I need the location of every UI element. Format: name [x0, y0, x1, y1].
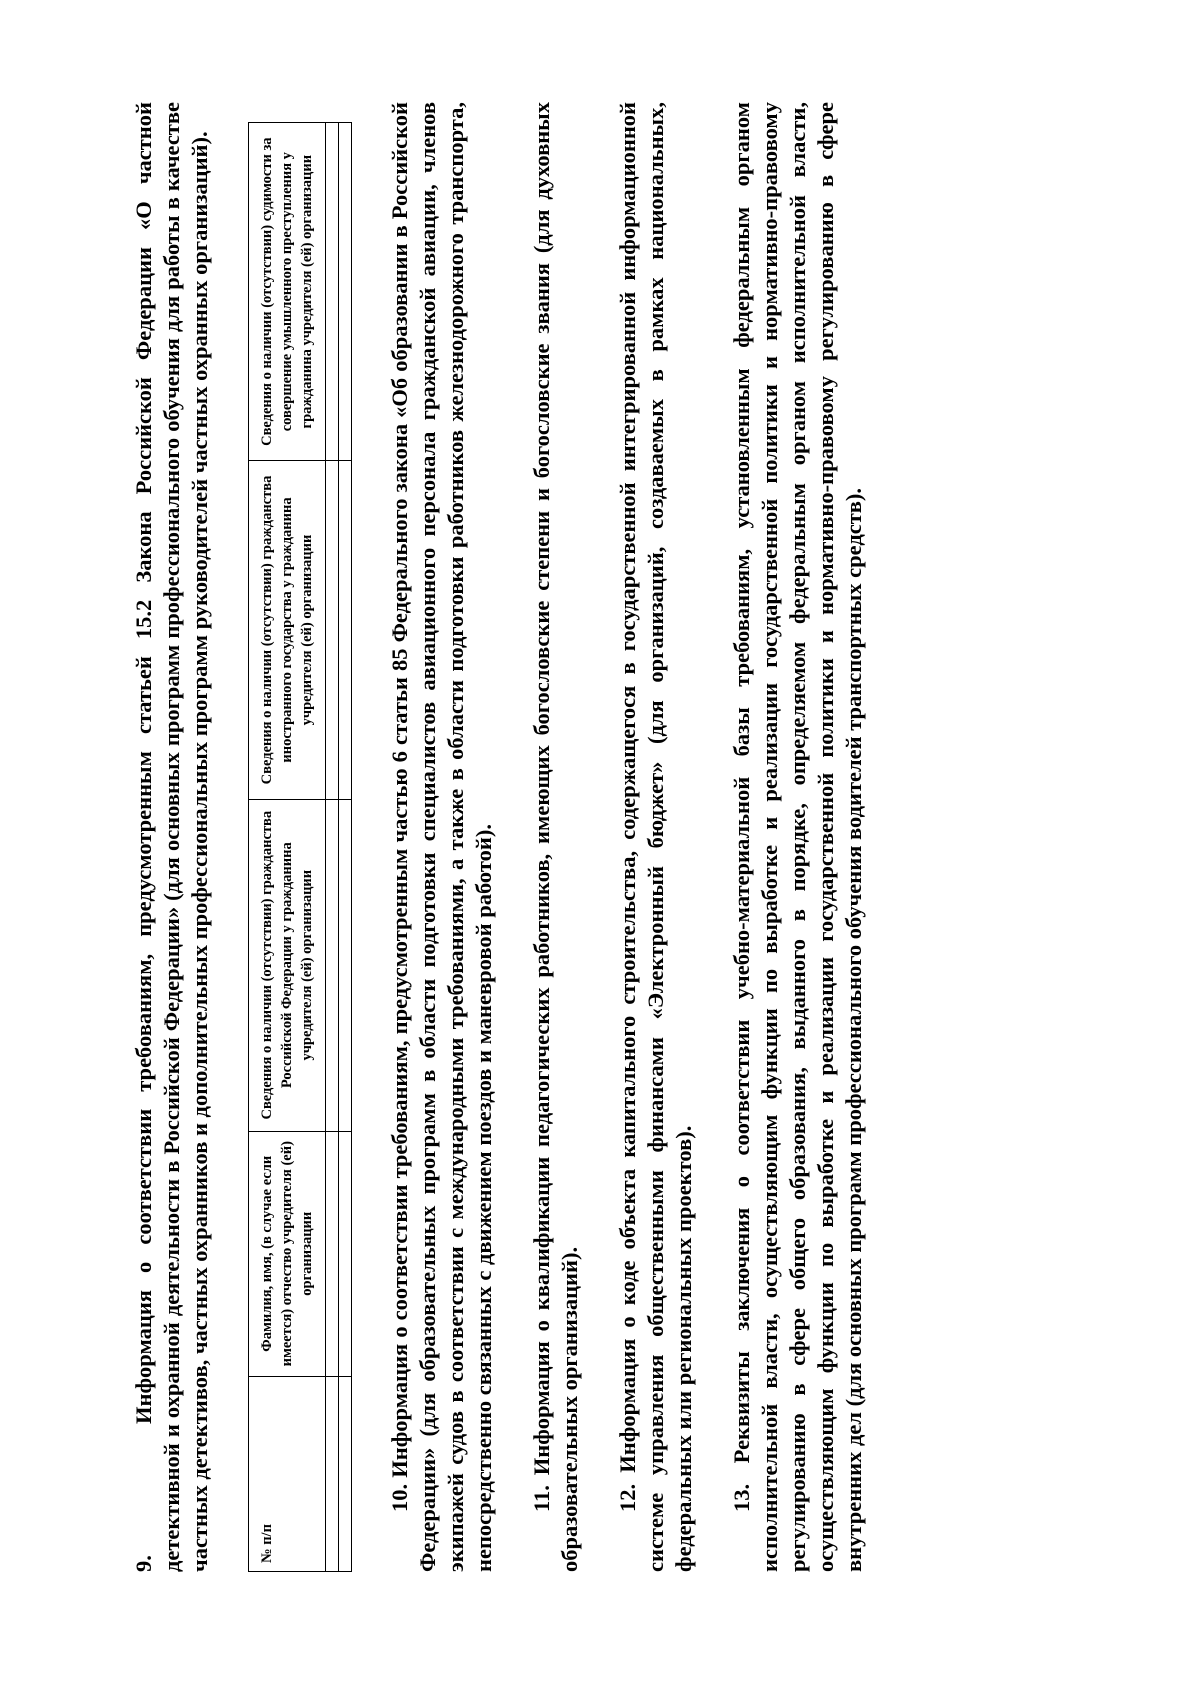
- table-cell: [326, 1376, 339, 1571]
- section-12: [614, 102, 698, 1572]
- section-13-number: 13.: [729, 1483, 754, 1512]
- table-cell: [326, 461, 339, 799]
- section-13: [728, 102, 868, 1572]
- founders-info-table: [248, 122, 352, 1572]
- table-cell: [326, 123, 339, 461]
- section-10-text: Информация о соответствии требованиям, предусмотренным частью 6 статьи 85 Федерального закона «Об образовании в Российской Федерации» (для образовательных программ в области подготовки специалистов авиационного персонала гражданской авиации, членов экипажей судов в соответствии с международными требованиями, а также в области подготовки работников железнодорожного транспорта, непосредственно связанных с движением поездов и маневровой работой).: [387, 102, 496, 1572]
- section-13-text: Реквизиты заключения о соответствии учебно-материальной базы требованиям, установленным федеральным органом исполнительной власти, осуществляющим функции по выработке и реализации государственной политики и нормативно-правовому регулированию в сфере общего образования, выданного в порядке, определяемом федеральным органом исполнительной власти, осуществляющим функции по выработке и реализации государственной политики и нормативно-правовому регулированию в сфере внутренних дел (для основных программ профессионального обучения водителей транспортных средств).: [729, 102, 866, 1572]
- section-11: [528, 102, 584, 1572]
- table-row: [339, 123, 352, 1572]
- table-header-foreign-citizenship: Сведения о наличии (отсутствии) гражданства иностранного государства у гражданина учредителя (ей) организации: [249, 461, 326, 799]
- section-12-number: 12.: [615, 1483, 640, 1512]
- table-cell: [326, 1131, 339, 1376]
- section-9-number: 9.: [131, 1555, 156, 1572]
- document-body: [130, 102, 898, 1572]
- section-9-text: Информация о соответствии требованиям, предусмотренным статьей 15.2 Закона Российской Федерации «О частной детективной и охранной деятельности в Российской Федерации» (для основных программ профессионального обучения для работы в качестве частных детективов, частных охранников и дополнительных профессиональных программ руководителей частных охранных организаций).: [131, 102, 212, 1572]
- section-9: [130, 102, 214, 1572]
- section-10-number: 10.: [387, 1483, 412, 1512]
- section-11-number: 11.: [529, 1485, 554, 1512]
- table-cell: [339, 1131, 352, 1376]
- table-header-rf-citizenship: Сведения о наличии (отсутствии) гражданства Российской Федерации у гражданина учредителя (ей) организации: [249, 799, 326, 1131]
- table-header-row: [249, 123, 326, 1572]
- table-header-number: № п/п: [249, 1376, 326, 1571]
- table-header-criminal-record: Сведения о наличии (отсутствии) судимости за совершение умышленного преступления у гражданина учредителя (ей) организации: [249, 123, 326, 461]
- table-cell: [326, 799, 339, 1131]
- table-cell: [339, 1376, 352, 1571]
- section-11-text: Информация о квалификации педагогических работников, имеющих богословские степени и богословские звания (для духовных образовательных организаций).: [529, 101, 582, 1572]
- table-row: [326, 123, 339, 1572]
- table-cell: [339, 461, 352, 799]
- section-12-text: Информация о коде объекта капитального строительства, содержащегося в государственной интегрированной информационной системе управления общественными финансами «Электронный бюджет» (для организаций, создаваемых в рамках национальных, федеральных или региональных проектов).: [615, 101, 696, 1572]
- table-cell: [339, 799, 352, 1131]
- table-header-founder-name: Фамилия, имя, (в случае если имеется) отчество учредителя (ей) организации: [249, 1131, 326, 1376]
- section-10: [386, 102, 498, 1572]
- table-cell: [339, 123, 352, 461]
